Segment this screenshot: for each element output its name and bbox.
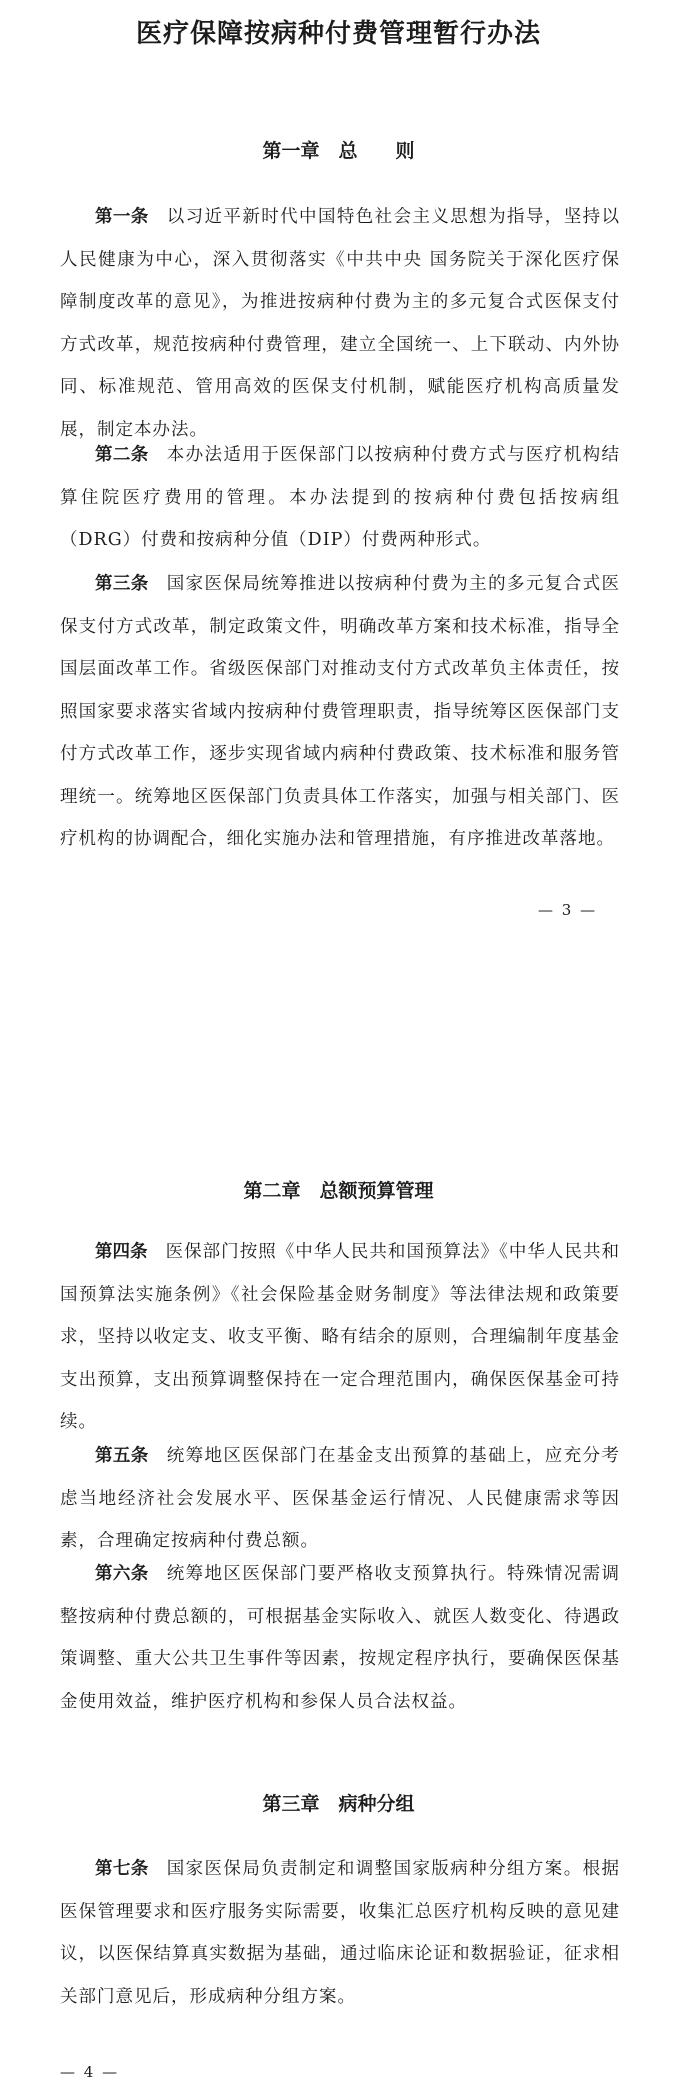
page-number: — 4 —	[60, 2063, 120, 2081]
article-2	[60, 434, 620, 562]
article-text: 本办法适用于医保部门以按病种付费方式与医疗机构结算住院医疗费用的管理。本办法提到的按病种付费包括按病组（DRG）付费和按病种分值（DIP）付费两种形式。	[60, 445, 621, 550]
article-text: 以习近平新时代中国特色社会主义思想为指导，坚持以人民健康为中心，深入贯彻落实《中共中央 国务院关于深化医疗保障制度改革的意见》，为推进按病种付费为主的多元复合式医保支付方式改革，规范按病种付费管理，建立全国统一、上下联动、内外协同、标准规范、管用高效的医保支付机制，赋能医疗机构高质量发展，制定本办法。	[60, 207, 621, 440]
article-label: 第七条	[95, 1859, 149, 1879]
article-7	[60, 1848, 620, 2018]
article-4	[60, 1231, 620, 1444]
page-number: — 3 —	[538, 901, 598, 919]
article-text: 统筹地区医保部门在基金支出预算的基础上，应充分考虑当地经济社会发展水平、医保基金运行情况、人民健康需求等因素，合理确定按病种付费总额。	[60, 1446, 621, 1551]
article-label: 第一条	[95, 207, 149, 227]
article-label: 第二条	[95, 445, 149, 465]
article-label: 第四条	[95, 1242, 148, 1262]
article-1	[60, 196, 620, 451]
article-label: 第六条	[95, 1564, 149, 1584]
article-label: 第三条	[95, 574, 149, 594]
article-text: 医保部门按照《中华人民共和国预算法》《中华人民共和国预算法实施条例》《社会保险基金财务制度》等法律法规和政策要求，坚持以收定支、收支平衡、略有结余的原则，合理编制年度基金支出预算，支出预算调整保持在一定合理范围内，确保医保基金可持续。	[60, 1242, 621, 1432]
article-label: 第五条	[95, 1446, 149, 1466]
document-title: 医疗保障按病种付费管理暂行办法	[135, 19, 541, 49]
chapter-2-title: 第二章 总额预算管理	[243, 1180, 434, 1202]
article-6	[60, 1553, 620, 1723]
chapter-3-title: 第三章 病种分组	[262, 1793, 415, 1815]
article-text: 统筹地区医保部门要严格收支预算执行。特殊情况需调整按病种付费总额的，可根据基金实际收入、就医人数变化、待遇政策调整、重大公共卫生事件等因素，按规定程序执行，要确保医保基金使用效益，维护医疗机构和参保人员合法权益。	[60, 1564, 621, 1712]
article-text: 国家医保局统筹推进以按病种付费为主的多元复合式医保支付方式改革，制定政策文件，明确改革方案和技术标准，指导全国层面改革工作。省级医保部门对推动支付方式改革负主体责任，按照国家要求落实省域内按病种付费管理职责，指导统筹区医保部门支付方式改革工作，逐步实现省域内病种付费政策、技术标准和服务管理统一。统筹地区医保部门负责具体工作落实，加强与相关部门、医疗机构的协调配合，细化实施办法和管理措施，有序推进改革落地。	[60, 574, 621, 849]
article-5	[60, 1435, 620, 1563]
article-3	[60, 563, 620, 861]
chapter-1-title: 第一章 总 则	[262, 140, 415, 162]
article-text: 国家医保局负责制定和调整国家版病种分组方案。根据医保管理要求和医疗服务实际需要，收集汇总医疗机构反映的意见建议，以医保结算真实数据为基础，通过临床论证和数据验证，征求相关部门意见后，形成病种分组方案。	[60, 1859, 621, 2007]
